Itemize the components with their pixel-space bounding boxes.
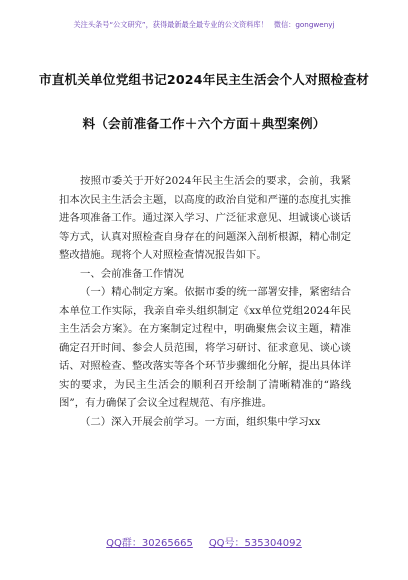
section-heading: 一、会前准备工作情况 (80, 267, 184, 280)
document-title-line-1: 市直机关单位党组书记2024年民主生活会个人对照检查材 (38, 72, 370, 87)
header-wechat-text: 微信：gongwenyj (273, 20, 335, 29)
header-promo-text: 关注头条号“公文研究”，获得最新最全最专业的公文资料库！ (73, 20, 268, 29)
qq-group-text: QQ群：30265665 (106, 538, 193, 549)
qq-number-text: QQ号：535304092 (208, 538, 302, 549)
item-paragraph-2: （二）深入开展会前学习。一方面，组织集中学习xx (80, 415, 321, 428)
document-body (59, 172, 351, 431)
header-banner (0, 20, 408, 30)
intro-paragraph: 按照市委关于开好2024年民主生活会的要求，会前，我紧扣本次民主生活会主题，以高度的政治自觉和严谨的态度扎实推进各项准备工作。通过深入学习、广泛征求意见、坦诚谈心谈话等方式，认真对照检查自身存在的问题深入剖析根源，精心制定整改措施。现将个人对照检查情况报告如下。 (59, 175, 351, 261)
document-title-line-2: 料（会前准备工作＋六个方面＋典型案例） (82, 116, 326, 131)
footer-contact (0, 534, 408, 549)
item-paragraph-1: （一）精心制定方案。依据市委的统一部署安排，紧密结合本单位工作实际，我亲自牵头组织制定《xx单位党组2024年民主生活会方案》。在方案制定过程中，明确聚焦会议主题，精准确定召开时间、参会人员范围，将学习研讨、征求意见、谈心谈话、对照检查、整改落实等各个环节步骤细化分解，提出具体详实的要求，为民主生活会的顺利召开绘制了清晰精准的“路线图”，有力确保了会议全过程规范、有序推进。 (59, 286, 351, 409)
